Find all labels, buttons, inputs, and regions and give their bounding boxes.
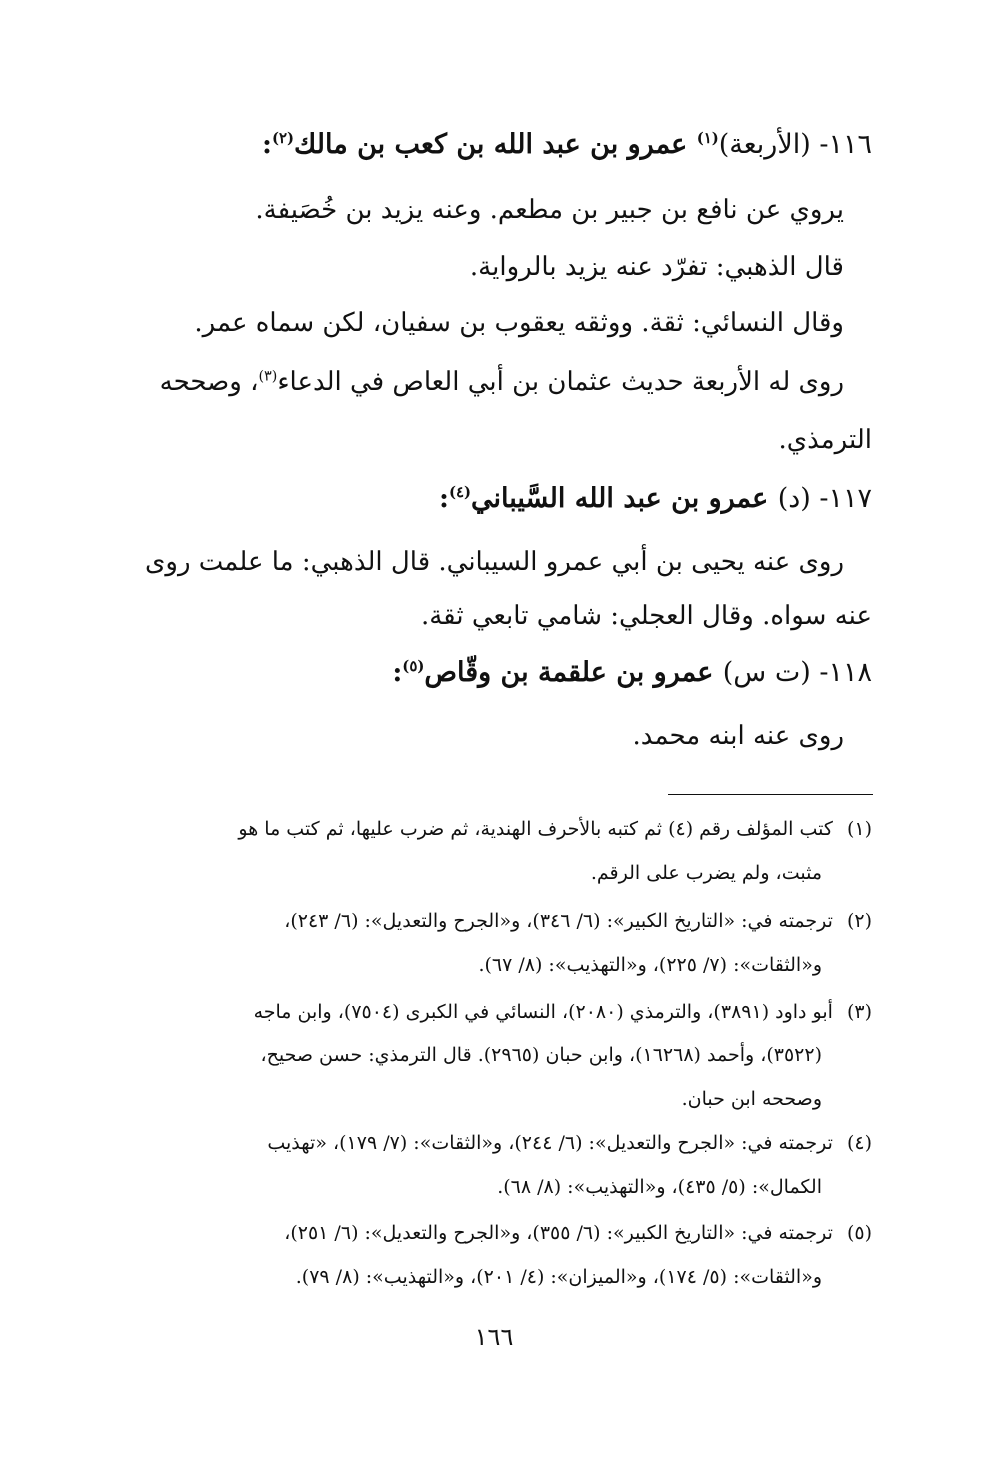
entry-118-name: عمرو بن علقمة بن وقّاص xyxy=(424,657,714,688)
footnote-ref-4: (٤) xyxy=(448,483,472,501)
footnote-ref-5: (٥) xyxy=(402,657,425,675)
footnote-ref-2: (٢) xyxy=(271,129,294,147)
footnote-1-text: كتب المؤلف رقم (٤) ثم كتبه بالأحرف الهندية، ثم ضرب عليها، ثم كتب ما هو xyxy=(238,818,833,840)
footnote-2-line-2: و«الثقات»: (٧/ ٢٢٥)، و«التهذيب»: (٨/ ٦٧). xyxy=(478,954,822,976)
footnote-1-line-1 xyxy=(238,814,872,844)
footnote-1-line-2: مثبت، ولم يضرب على الرقم. xyxy=(590,862,822,884)
entry-116-line-2: قال الذهبي: تفرّد عنه يزيد بالرواية. xyxy=(469,252,844,282)
entry-117-line-1: روى عنه يحيى بن أبي عمرو السيباني. قال الذهبي: ما علمت روى xyxy=(145,547,844,577)
footnote-2-number: (٢) xyxy=(846,910,872,932)
entry-116-line-3: وقال النسائي: ثقة. ووثقه يعقوب بن سفيان، لكن سماه عمر. xyxy=(194,308,844,338)
entry-117-prefix: ١١٧- (د) xyxy=(777,483,872,514)
footnote-3-number: (٣) xyxy=(846,1001,872,1023)
entry-117-name: عمرو بن عبد الله السَّيباني xyxy=(471,483,769,514)
entry-117-line-2: عنه سواه. وقال العجلي: شامي تابعي ثقة. xyxy=(420,601,872,631)
entry-117-colon: : xyxy=(439,483,449,514)
footnote-5-number: (٥) xyxy=(846,1222,872,1244)
entry-116-line-4-text: روى له الأربعة حديث عثمان بن أبي العاص في الدعاء xyxy=(277,367,844,397)
entry-116-line-5: الترمذي. xyxy=(778,425,872,455)
entry-116-name: عمرو بن عبد الله بن كعب بن مالك xyxy=(294,129,688,160)
footnote-2-line-1 xyxy=(284,906,872,936)
footnote-5-text: ترجمته في: «التاريخ الكبير»: (٦/ ٣٥٥)، و«الجرح والتعديل»: (٦/ ٢٥١)، xyxy=(284,1222,833,1244)
footnote-ref-3: (٣) xyxy=(258,368,278,385)
entry-116-line-1: يروي عن نافع بن جبير بن مطعم. وعنه يزيد بن خُصَيفة. xyxy=(255,195,844,225)
footnote-3-line-2: (٣٥٢٢)، وأحمد (١٦٢٦٨)، وابن حبان (٢٩٦٥). قال الترمذي: حسن صحيح، xyxy=(260,1044,822,1066)
footnote-4-number: (٤) xyxy=(846,1132,872,1154)
entry-117-heading xyxy=(439,478,872,520)
footnote-2-text: ترجمته في: «التاريخ الكبير»: (٦/ ٣٤٦)، و«الجرح والتعديل»: (٦/ ٢٤٣)، xyxy=(284,910,833,932)
page-number: ١٦٦ xyxy=(474,1323,514,1351)
entry-118-line-1: روى عنه ابنه محمد. xyxy=(632,721,844,751)
footnote-ref-1: (١) xyxy=(696,129,719,147)
entry-116-heading xyxy=(262,124,872,166)
footnote-1-number: (١) xyxy=(846,818,872,840)
footnote-5-line-2: و«الثقات»: (٥/ ١٧٤)، و«الميزان»: (٤/ ٢٠١)، و«التهذيب»: (٨/ ٧٩). xyxy=(295,1266,822,1288)
footnote-3-line-1 xyxy=(254,997,872,1027)
entry-116-line-4-tail: ، وصححه xyxy=(159,367,259,397)
entry-118-heading xyxy=(392,652,872,694)
footnote-4-text: ترجمته في: «الجرح والتعديل»: (٦/ ٢٤٤)، و«الثقات»: (٧/ ١٧٩)، «تهذيب xyxy=(267,1132,833,1154)
entry-116-colon: : xyxy=(261,129,272,160)
entry-116-prefix: ١١٦- (الأربعة) xyxy=(718,129,872,160)
footnote-5-line-1 xyxy=(284,1218,872,1248)
footnote-separator xyxy=(668,794,873,795)
footnote-3-line-3: وصححه ابن حبان. xyxy=(681,1088,822,1110)
entry-118-prefix: ١١٨- (ت س) xyxy=(722,657,872,688)
footnote-3-text: أبو داود (٣٨٩١)، والترمذي (٢٠٨٠)، النسائي في الكبرى (٧٥٠٤)، وابن ماجه xyxy=(253,1001,833,1023)
footnote-4-line-1 xyxy=(267,1128,872,1158)
footnote-4-line-2: الكمال»: (٥/ ٤٣٥)، و«التهذيب»: (٨/ ٦٨). xyxy=(497,1176,822,1198)
entry-116-line-4 xyxy=(160,362,844,402)
entry-118-colon: : xyxy=(392,657,403,688)
